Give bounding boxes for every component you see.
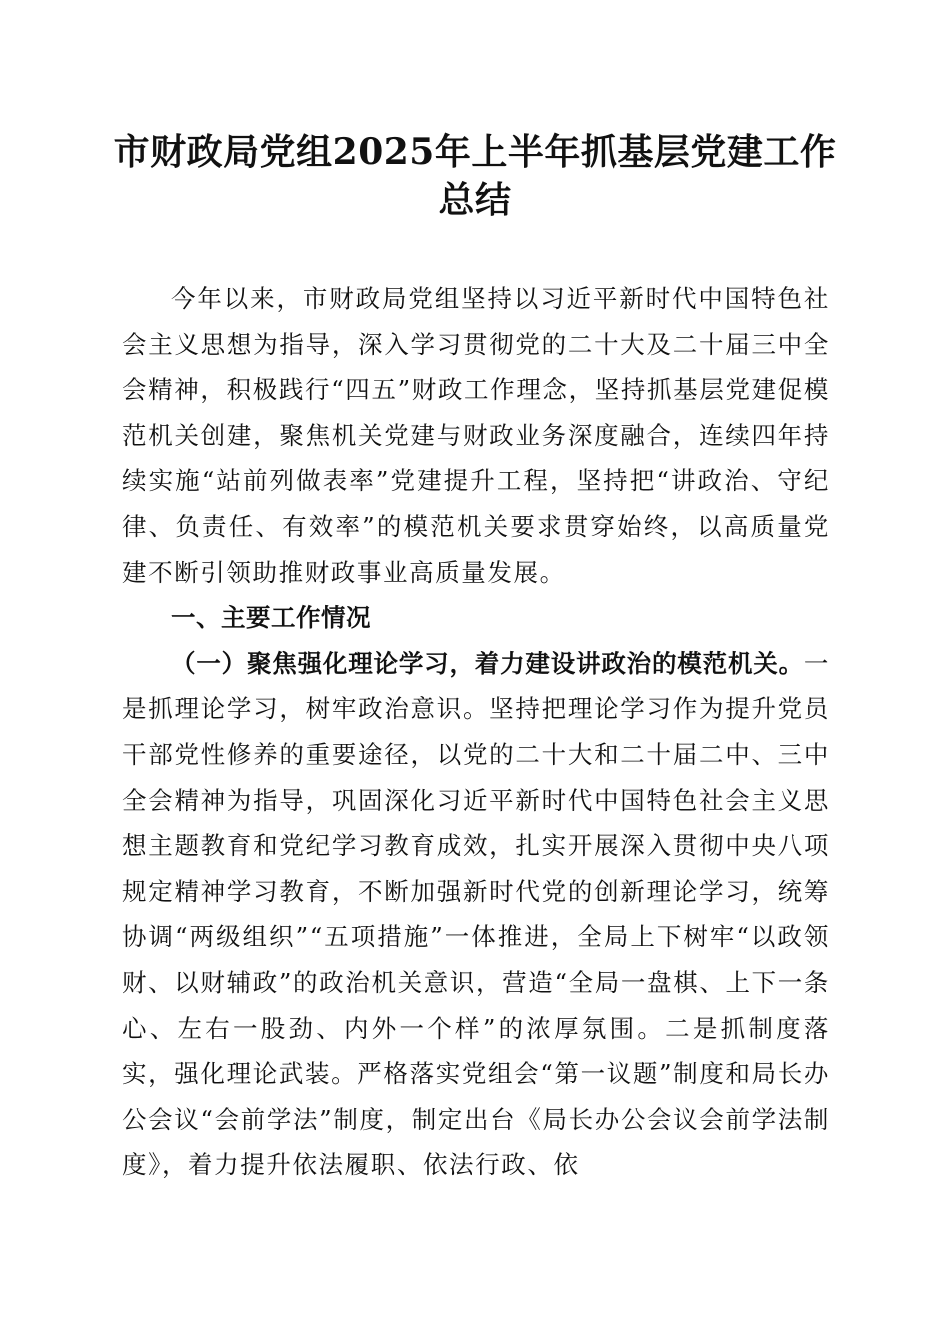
subsection-body-1: 一是抓理论学习，树牢政治意识。坚持把理论学习作为提升党员干部党性修养的重要途径，以党的二十大和二十届二中、三中全会精神为指导，巩固深化习近平新时代中国特色社会主义思想主题教育和党纪学习教育成效，扎实开展深入贯彻中央八项规定精神学习教育，不断加强新时代党的创新理论学习，统筹协调“两级组织”“五项措施”一体推进，全局上下树牢“以政领财、以财辅政”的政治机关意识，营造“全局一盘棋、上下一条心、左右一股劲、内外一个样”的浓厚氛围。二是抓制度落实，强化理论武装。严格落实党组会“第一议题”制度和局长办公会议“会前学法”制度，制定出台《局长办公会议会前学法制度》，着力提升依法履职、依法行政、依 [122, 648, 830, 1180]
section-heading-1: 一、主要工作情况 [171, 603, 371, 633]
subsection-heading-1: （一）聚焦强化理论学习，着力建设讲政治的模范机关。 [171, 648, 804, 678]
title-line-1: 市财政局党组2025年上半年抓基层党建工作 [113, 131, 837, 173]
subsection-paragraph-1 [122, 641, 830, 1188]
title-line-2: 总结 [438, 179, 512, 221]
document-body [122, 276, 830, 1188]
intro-paragraph: 今年以来，市财政局党组坚持以习近平新时代中国特色社会主义思想为指导，深入学习贯彻党的二十大及二十届三中全会精神，积极践行“四五”财政工作理念，坚持抓基层党建促模范机关创建，聚焦机关党建与财政业务深度融合，连续四年持续实施“站前列做表率”党建提升工程，坚持把“讲政治、守纪律、负责任、有效率”的模范机关要求贯穿始终，以高质量党建不断引领助推财政事业高质量发展。 [122, 284, 830, 587]
document-title [110, 128, 840, 224]
